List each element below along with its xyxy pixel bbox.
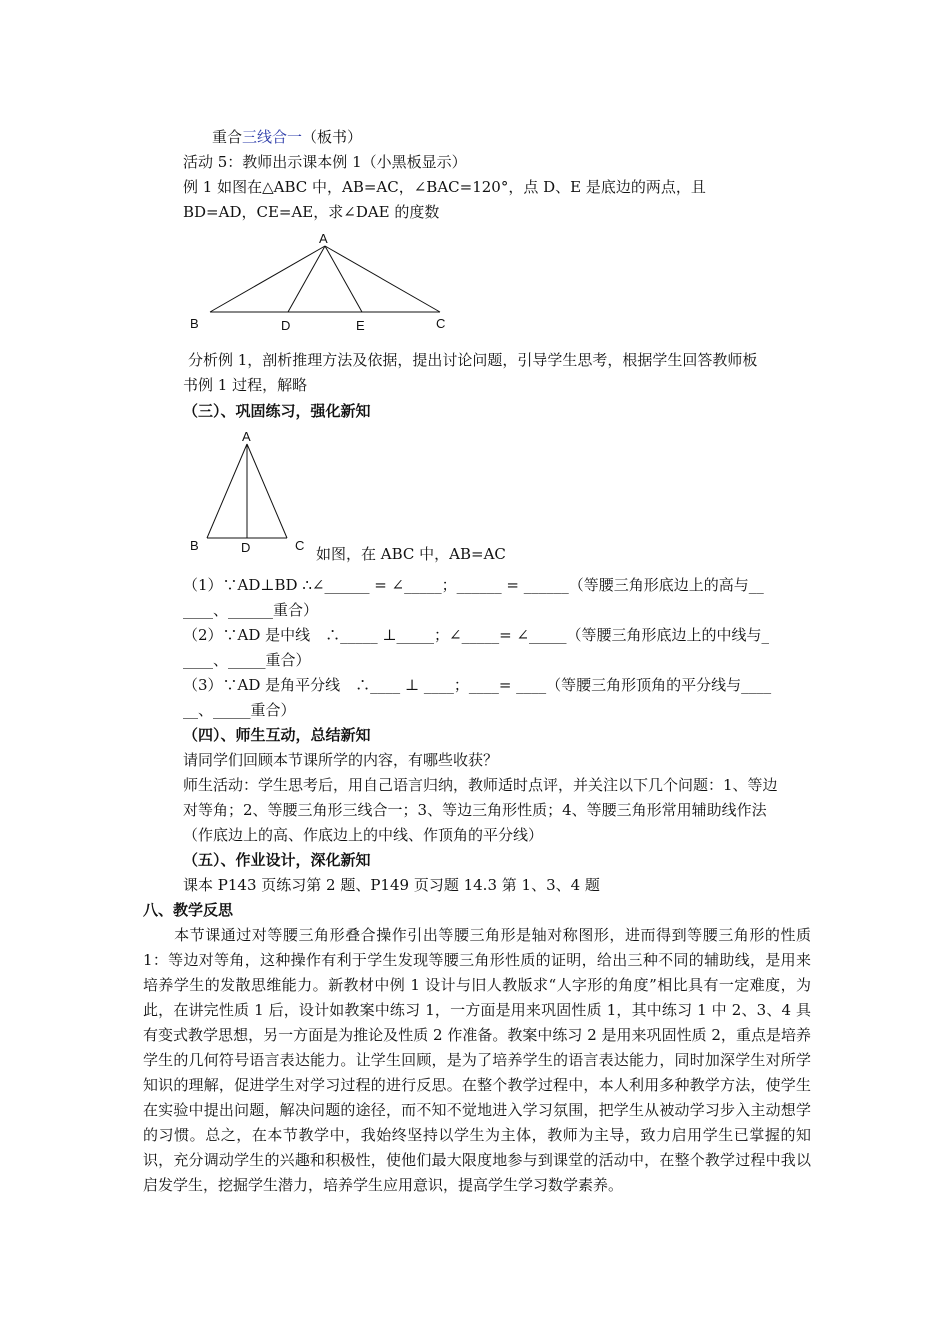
exercise-1-line-2: ____、______重合） [183,601,319,619]
exercise-2-line-2: ____、_____重合） [183,651,311,669]
fig1-label-a: A [319,231,328,246]
review-question: 请同学们回顾本节课所学的内容，有哪些收获？ [183,751,499,769]
analysis-line-1: 分析例 1，剖析推理方法及依据，提出讨论问题，引导学生思考，根据学生回答教师板 [188,351,758,369]
figure-triangle-abc-de [185,228,455,338]
exercise-3-line-2: __、_____重合） [183,701,296,719]
figure-2-caption: 如图，在 ABC 中，AB=AC [316,545,506,563]
fig2-label-b: B [190,538,199,553]
board-note-suffix: （板书） [302,128,363,146]
example-1-line-2: BD=AD，CE=AE，求∠DAE 的度数 [183,203,440,221]
activity-line-1: 师生活动：学生思考后，用自己语言归纳，教师适时点评，并关注以下几个问题：1、等边 [183,776,778,794]
fig1-label-c: C [436,316,446,331]
fig2-label-a: A [242,429,251,444]
fig1-label-d: D [281,318,291,333]
activity-line-3: （作底边上的高、作底边上的中线、作顶角的平分线） [183,826,544,844]
figure-isosceles-triangle-ad [185,428,315,558]
fig1-label-b: B [190,316,199,331]
fig1-segment-ad [288,246,325,312]
fig1-label-e: E [356,318,365,333]
exercise-1-line-1: （1）∵AD⊥BD ∴∠______ = ∠_____；______ = ______（等腰三角形底边上的高与__ [183,576,764,594]
fig1-side-ab [210,246,325,312]
section-3-heading: （三）、巩固练习，强化新知 [183,402,371,420]
board-note-prefix: 重合 [212,128,243,146]
fig2-side-ac [247,444,287,538]
fig2-side-ab [207,444,247,538]
board-note-highlight: 三线合一 [242,128,303,146]
fig1-side-ac [325,246,440,312]
section-5-heading: （五）、作业设计，深化新知 [183,851,371,869]
exercise-3-line-1: （3）∵AD 是角平分线 ∴____ ⊥ ____；____= ____（等腰三角形顶角的平分线与____ [183,676,772,694]
homework-line: 课本 P143 页练习第 2 题、P149 页习题 14.3 第 1、3、4 题 [183,876,600,894]
analysis-line-2: 书例 1 过程，解略 [183,376,308,394]
section-8-heading: 八、教学反思 [143,901,234,919]
fig2-label-c: C [295,538,305,553]
exercise-2-line-1: （2）∵AD 是中线 ∴_____ ⊥_____；∠_____= ∠_____（等腰三角形底边上的中线与_ [183,626,770,644]
section-4-heading: （四）、师生互动，总结新知 [183,726,371,744]
activity-line-2: 对等角；2、等腰三角形三线合一；3、等边三角形性质；4、等腰三角形常用辅助线作法 [183,801,767,819]
reflection-paragraph: 本节课通过对等腰三角形叠合操作引出等腰三角形是轴对称图形，进而得到等腰三角形的性质 1：等边对等角，这种操作有利于学生发现等腰三角形性质的证明，给出三种不同的辅助线，是用来培养学生的发散思维能力。新教材中例 1 设计与旧人教版求“人字形的角度”相比具有一定难度，为此，在讲完性质 1 后，设计如教案中练习 1，一方面是用来巩固性质 1，其中练习 1 中 2、3、4 具有变式教学思想，另一方面是为推论及性质 2 作准备。教案中练习 2 是用来巩固性质 2，重点是培养学生的几何符号语言表达能力。让学生回顾，是为了培养学生的语言表达能力，同时加深学生对所学知识的理解，促进学生对学习过程的进行反思。在整个教学过程中，本人利用多种教学方法，使学生在实验中提出问题，解决问题的途径，而不知不觉地进入学习氛围，把学生从被动学习步入主动想学的习惯。总之，在本节教学中，我始终坚持以学生为主体，教师为主导，致力启用学生已掌握的知识，充分调动学生的兴趣和积极性，使他们最大限度地参与到课堂的活动中，在整个教学过程中我以启发学生，挖掘学生潜力，培养学生应用意识，提高学生学习数学素养。 [143,926,811,1194]
fig1-segment-ae [325,246,362,312]
fig2-label-d: D [241,540,251,555]
example-1-line-1: 例 1 如图在△ABC 中，AB=AC，∠BAC=120°，点 D、E 是底边的两点，且 [183,178,706,196]
activity-5-line: 活动 5：教师出示课本例 1（小黑板显示） [183,153,467,171]
line-board-note [212,127,362,147]
